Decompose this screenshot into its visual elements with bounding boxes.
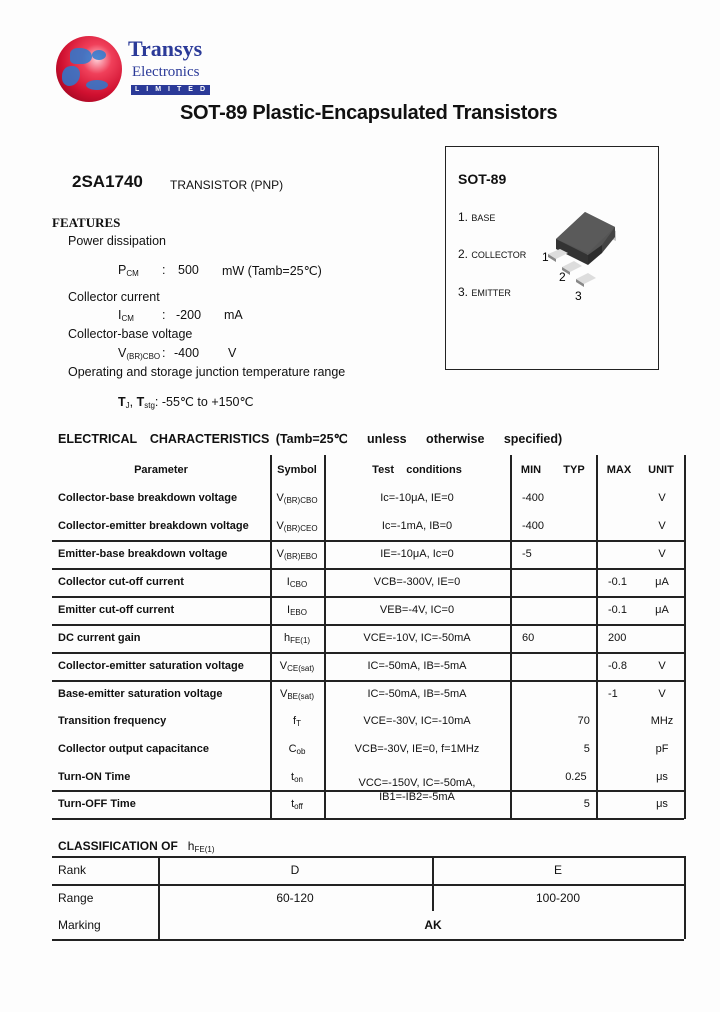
row-unit: V <box>658 520 666 532</box>
row-typ: 5 <box>583 798 590 810</box>
column-header-conditions: Test conditions <box>372 464 462 476</box>
rank-e: E <box>553 863 563 877</box>
pin-item: 2. COLLECTOR <box>458 247 527 261</box>
row-symbol: $V_{(BR)CEO}$ <box>276 520 318 533</box>
table-column-divider <box>324 455 326 819</box>
table-border-top <box>52 856 684 858</box>
table-column-divider <box>510 455 512 819</box>
row-unit: V <box>658 660 666 672</box>
row-unit: V <box>658 492 666 504</box>
table-row-divider <box>52 568 684 570</box>
column-header-typ: TYP <box>563 464 585 476</box>
row-max: -0.8 <box>608 660 627 672</box>
table-border-bottom <box>52 939 684 941</box>
row-symbol: $t_{on}$ <box>291 771 303 784</box>
table-row-divider <box>52 540 684 542</box>
rank-d: D <box>290 863 300 877</box>
row-symbol: $C_{ob}$ <box>288 743 306 756</box>
row-symbol: $V_{(BR)EBO}$ <box>276 548 318 561</box>
feature-value-row: $T_J$, $T_{stg}$: -55℃ to +150℃ <box>118 395 254 410</box>
feature-label: Collector-base voltage <box>68 327 193 341</box>
rank-label: Rank <box>58 863 87 877</box>
feature-value-row: $I_{CM}$ : -200 mA <box>118 308 243 323</box>
svg-text:2: 2 <box>559 270 566 284</box>
row-parameter: Base-emitter saturation voltage <box>58 688 223 700</box>
row-max: -0.1 <box>608 604 627 616</box>
row-parameter: Transition frequency <box>58 715 167 727</box>
row-symbol: $V_{CE(sat)}$ <box>279 660 315 673</box>
row-parameter: DC current gain <box>58 632 141 644</box>
row-unit: pF <box>655 743 669 755</box>
row-conditions: Ic=-1mA, IB=0 <box>381 520 453 532</box>
row-parameter: Emitter-base breakdown voltage <box>58 548 228 560</box>
range-d: 60-120 <box>276 891 314 905</box>
row-conditions: IB1=-IB2=-5mA <box>379 791 455 803</box>
row-unit: μs <box>656 798 668 810</box>
brand-name: Transys <box>128 36 203 61</box>
svg-text:1: 1 <box>542 250 549 264</box>
row-unit: V <box>658 548 666 560</box>
row-conditions: IE=-10μA, Ic=0 <box>380 548 454 560</box>
row-conditions: VCB=-300V, IE=0 <box>373 576 461 588</box>
row-conditions: VEB=-4V, IC=0 <box>379 604 455 616</box>
pin-item: 1. BASE <box>458 210 496 224</box>
part-number: 2SA1740 <box>72 172 143 191</box>
row-max: -1 <box>608 688 618 700</box>
table-border-right <box>684 455 686 819</box>
column-header-parameter: Parameter <box>134 464 188 476</box>
row-symbol: $f_T$ <box>293 715 301 728</box>
row-symbol: $I_{CBO}$ <box>286 576 308 589</box>
row-conditions: IC=-50mA, IB=-5mA <box>367 688 467 700</box>
company-logo-globe <box>56 36 122 102</box>
pin-item: 3. EMITTER <box>458 285 511 299</box>
row-conditions: VCE=-10V, IC=-50mA <box>363 632 471 644</box>
row-parameter: Collector-base breakdown voltage <box>58 492 238 504</box>
row-min: -400 <box>522 520 545 532</box>
row-min: 60 <box>522 632 535 644</box>
feature-label: Collector current <box>68 290 160 304</box>
row-conditions: VCC=-150V, IC=-50mA, <box>358 777 476 789</box>
row-symbol: $h_{FE(1)}$ <box>283 632 311 645</box>
electrical-characteristics-title: ELECTRICAL CHARACTERISTICS (Tamb=25℃ unless otherwise specified) <box>58 432 563 446</box>
feature-label: Operating and storage junction temperature range <box>68 365 346 379</box>
table-column-divider <box>158 856 160 939</box>
row-conditions: VCE=-30V, IC=-10mA <box>363 715 471 727</box>
row-typ: 0.25 <box>565 771 587 783</box>
row-unit: V <box>658 688 666 700</box>
marking-label: Marking <box>58 918 101 932</box>
row-parameter: Collector-emitter saturation voltage <box>58 660 244 672</box>
table-column-divider <box>270 455 272 819</box>
row-parameter: Collector output capacitance <box>58 743 209 755</box>
svg-text:3: 3 <box>575 289 582 303</box>
row-parameter: Collector cut-off current <box>58 576 184 588</box>
table-row-divider <box>52 884 684 886</box>
row-parameter: Collector-emitter breakdown voltage <box>58 520 249 532</box>
row-typ: 70 <box>577 715 590 727</box>
brand-tagline: LIMITED <box>131 85 210 95</box>
row-min: -400 <box>522 492 545 504</box>
row-unit: μs <box>656 771 668 783</box>
part-description: TRANSISTOR (PNP) <box>170 178 284 192</box>
row-conditions: VCB=-30V, IE=0, f=1MHz <box>354 743 480 755</box>
row-symbol: $I_{EBO}$ <box>287 604 307 617</box>
column-header-symbol: Symbol <box>277 464 317 476</box>
range-label: Range <box>58 891 94 905</box>
sot89-package-icon <box>540 205 660 305</box>
row-parameter: Turn-ON Time <box>58 771 131 783</box>
column-header-unit: UNIT <box>648 464 674 476</box>
table-row-divider <box>52 818 684 820</box>
row-conditions: IC=-50mA, IB=-5mA <box>367 660 467 672</box>
classification-title: CLASSIFICATION OF $h_{FE(1)}$ <box>58 839 215 854</box>
row-conditions: Ic=-10μA, IE=0 <box>380 492 454 504</box>
brand-subtitle: Electronics <box>132 64 200 80</box>
table-column-divider <box>596 455 598 819</box>
table-column-divider <box>432 856 434 911</box>
table-row-divider <box>52 652 684 654</box>
table-row-divider <box>52 790 684 792</box>
row-unit: μA <box>655 576 669 588</box>
row-parameter: Turn-OFF Time <box>58 798 136 810</box>
row-parameter: Emitter cut-off current <box>58 604 175 616</box>
feature-value-row: $P_{CM}$ : 500 mW (Tamb=25℃) <box>118 263 322 278</box>
column-header-min: MIN <box>520 464 542 476</box>
table-row-divider <box>52 680 684 682</box>
table-border-right <box>684 856 686 939</box>
range-e: 100-200 <box>535 891 581 905</box>
row-unit: MHz <box>650 715 674 727</box>
table-row-divider <box>52 596 684 598</box>
features-heading: FEATURES <box>52 215 121 230</box>
row-symbol: $t_{off}$ <box>291 798 303 811</box>
row-symbol: $V_{(BR)CBO}$ <box>276 492 318 505</box>
column-header-max: MAX <box>606 464 632 476</box>
table-row-divider <box>52 624 684 626</box>
page-title: SOT-89 Plastic-Encapsulated Transistors <box>180 102 558 124</box>
row-typ: 5 <box>583 743 590 755</box>
feature-label: Power dissipation <box>68 234 166 248</box>
row-max: -0.1 <box>608 576 627 588</box>
feature-value-row: $V_{(BR)CBO}$ : -400 V <box>118 346 237 361</box>
package-title: SOT-89 <box>458 171 507 187</box>
row-max: 200 <box>608 632 627 644</box>
marking-value: AK <box>424 918 442 932</box>
row-min: -5 <box>522 548 532 560</box>
row-symbol: $V_{BE(sat)}$ <box>279 688 315 701</box>
row-unit: μA <box>655 604 669 616</box>
